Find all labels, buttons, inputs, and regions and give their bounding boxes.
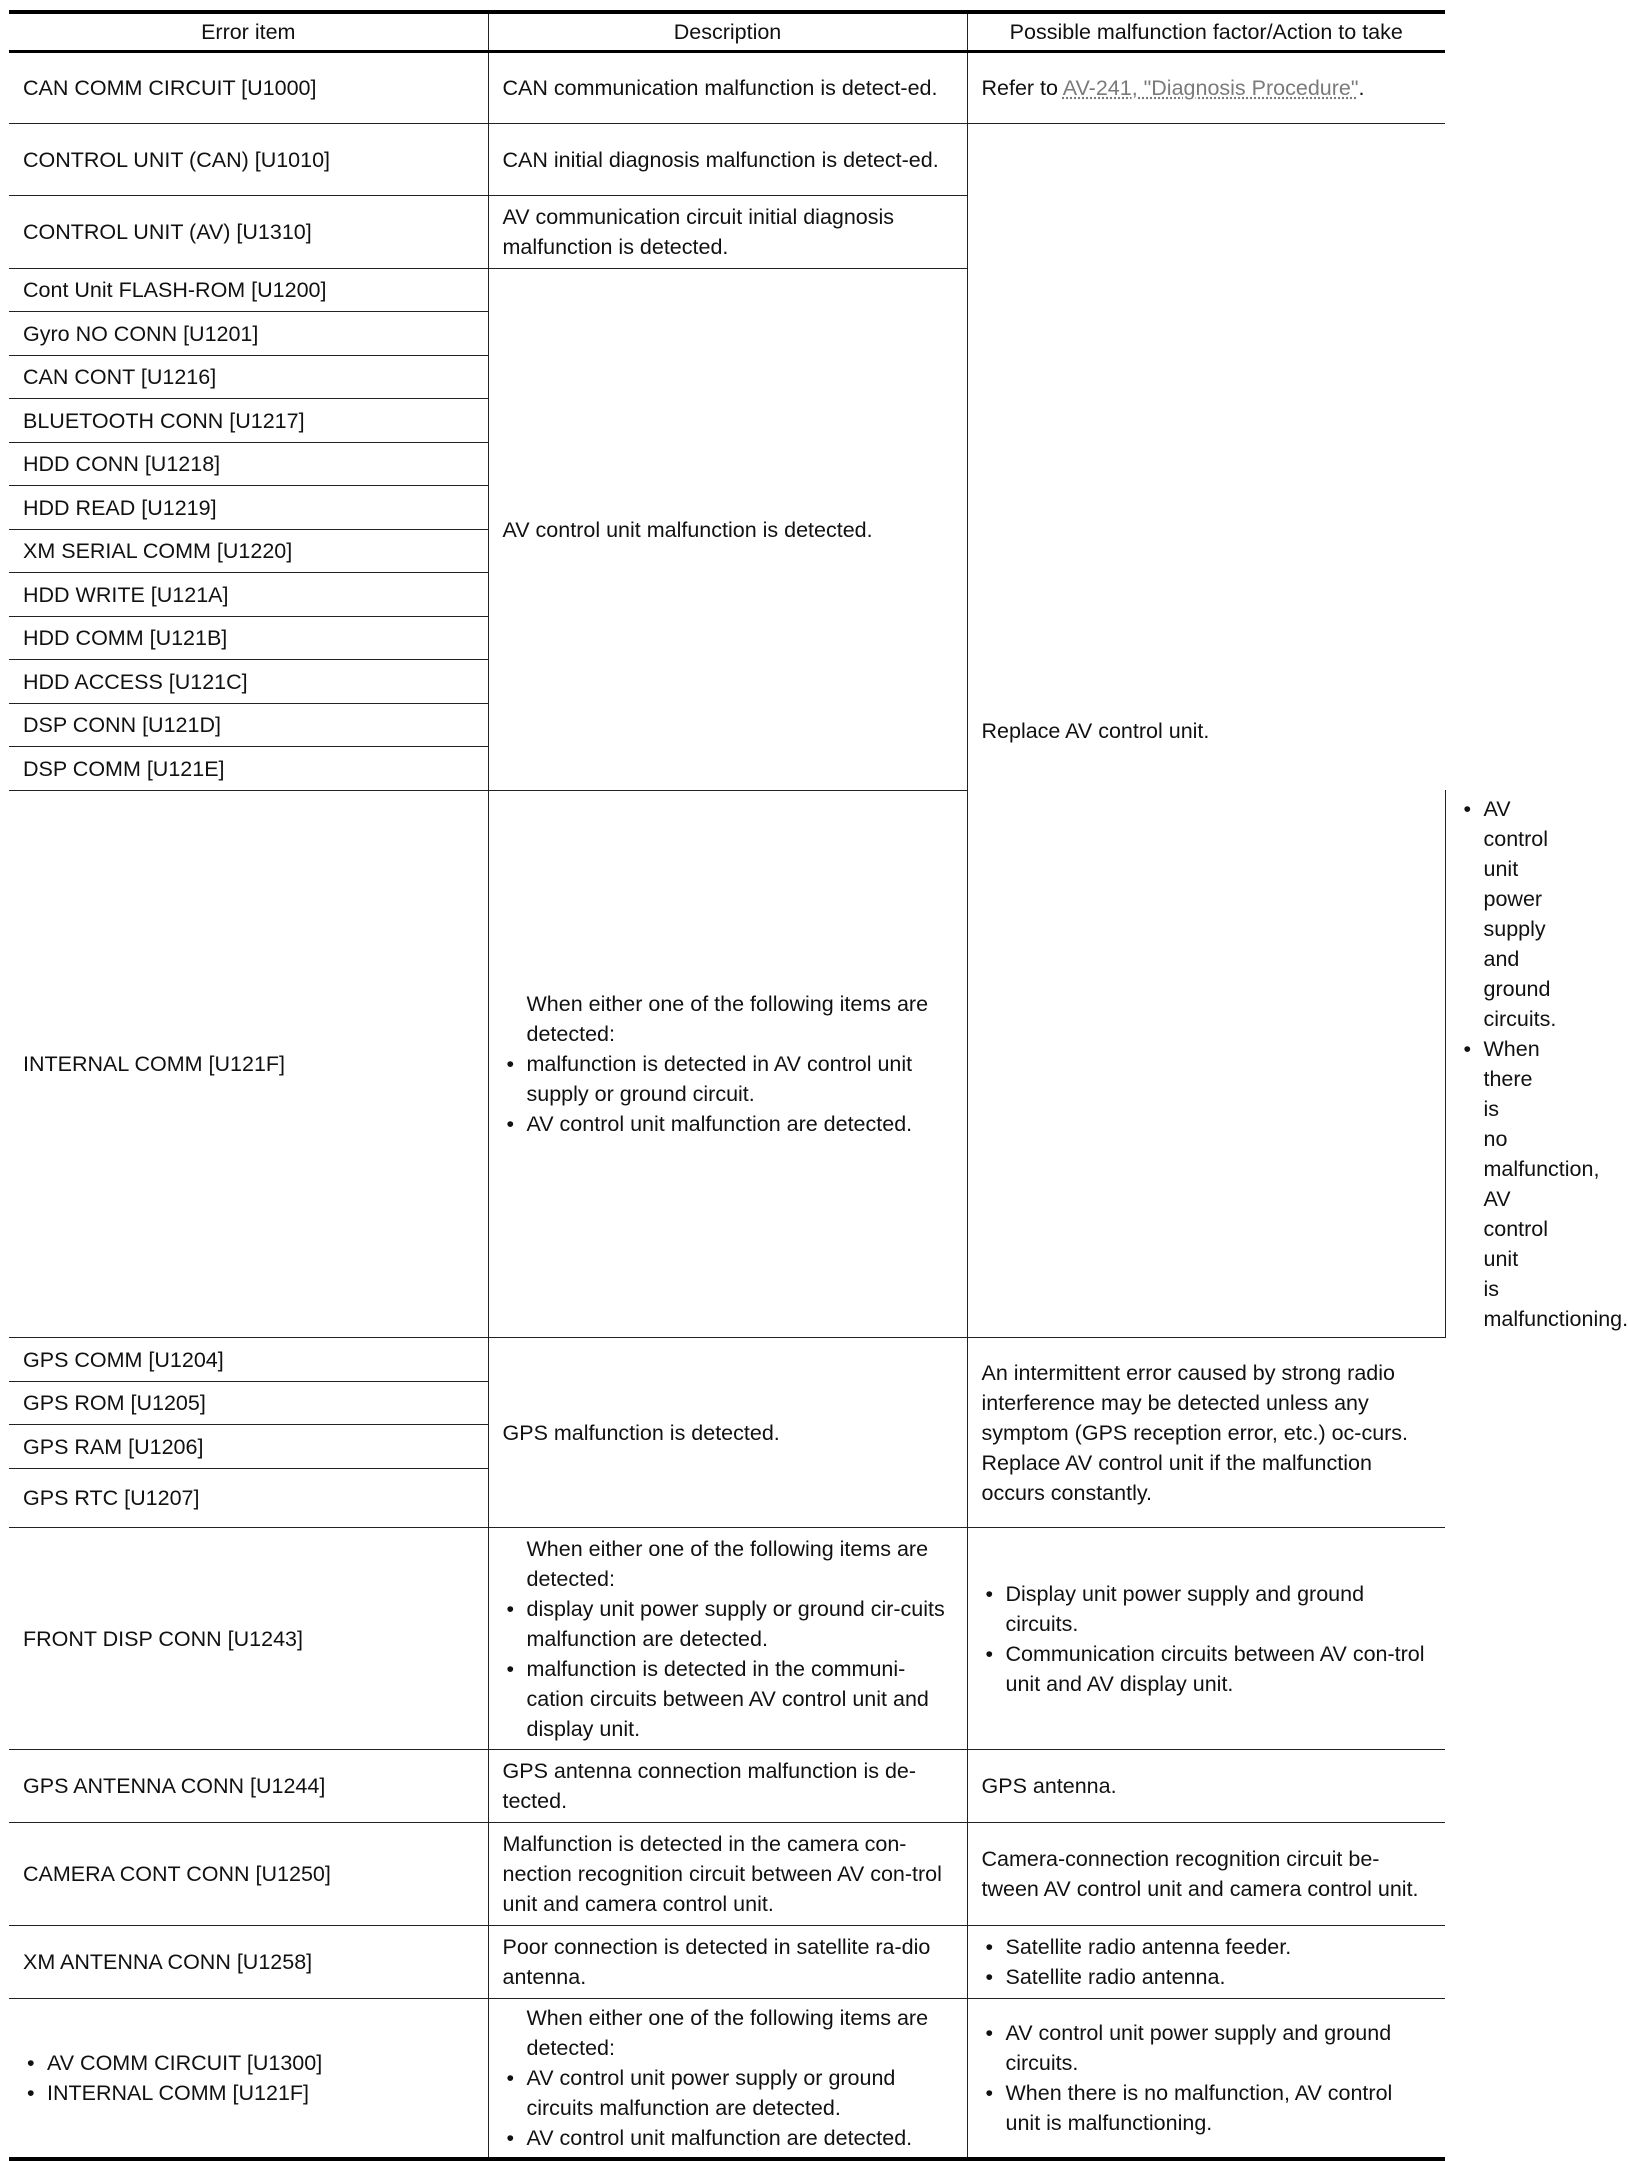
list-item: • AV control unit power supply or ground circuits malfunction are detected. bbox=[503, 2063, 953, 2123]
list-item: • malfunction is detected in AV control unit supply or ground circuit. bbox=[503, 1049, 953, 1109]
action: Camera-connection recognition circuit be-tween AV control unit and camera control unit. bbox=[967, 1823, 1445, 1926]
error-item: HDD WRITE [U121A] bbox=[9, 573, 488, 617]
header-action: Possible malfunction factor/Action to take bbox=[967, 12, 1445, 52]
description: Poor connection is detected in satellite ra-dio antenna. bbox=[488, 1926, 967, 1999]
table-header-row bbox=[9, 12, 1445, 52]
description: GPS antenna connection malfunction is de-tected. bbox=[488, 1750, 967, 1823]
error-item: DSP CONN [U121D] bbox=[9, 704, 488, 747]
action-suffix: . bbox=[1358, 76, 1365, 100]
error-item: GPS RTC [U1207] bbox=[9, 1469, 488, 1528]
list-item: • Satellite radio antenna. bbox=[982, 1962, 1432, 1992]
list-item: • Satellite radio antenna feeder. bbox=[982, 1932, 1432, 1962]
error-item: GPS ANTENNA CONN [U1244] bbox=[9, 1750, 488, 1823]
error-item: BLUETOOTH CONN [U1217] bbox=[9, 399, 488, 443]
action-replace-av-control-unit: Replace AV control unit. bbox=[967, 124, 1445, 1338]
error-item: GPS RAM [U1206] bbox=[9, 1425, 488, 1469]
action-bullets bbox=[982, 1579, 1432, 1699]
error-item: HDD COMM [U121B] bbox=[9, 617, 488, 660]
error-item: XM SERIAL COMM [U1220] bbox=[9, 530, 488, 573]
error-item: HDD ACCESS [U121C] bbox=[9, 660, 488, 704]
list-item: • AV control unit power supply and ground circuits. bbox=[982, 2018, 1432, 2078]
action-text: Replace AV control unit if the malfunction occurs constantly. bbox=[981, 1450, 1372, 1505]
table-row bbox=[9, 1926, 1445, 1999]
list-item: • When there is no malfunction, AV control unit is malfunctioning. bbox=[982, 2078, 1432, 2138]
header-error-item: Error item bbox=[9, 12, 488, 52]
error-item: GPS COMM [U1204] bbox=[9, 1338, 488, 1382]
error-item: GPS ROM [U1205] bbox=[9, 1382, 488, 1425]
table-row bbox=[9, 52, 1445, 124]
list-item: • AV control unit malfunction are detected. bbox=[503, 1109, 953, 1139]
description: AV control unit malfunction is detected. bbox=[488, 269, 967, 791]
error-item: CONTROL UNIT (CAN) [U1010] bbox=[9, 124, 488, 196]
action-bullets bbox=[982, 1932, 1432, 1992]
description-lead: When either one of the following items are detected: bbox=[526, 2005, 929, 2060]
list-item: • When there is no malfunction, AV control unit is malfunctioning. bbox=[1460, 1034, 1484, 1334]
table-row bbox=[9, 1338, 1445, 1382]
error-item: Gyro NO CONN [U1201] bbox=[9, 312, 488, 356]
description bbox=[488, 1528, 967, 1750]
header-description: Description bbox=[488, 12, 967, 52]
action-text: An intermittent error caused by strong radio interference may be detected unless any symptom (GPS reception error, etc.) oc-curs. bbox=[981, 1360, 1409, 1445]
action bbox=[967, 1338, 1445, 1528]
list-item: • INTERNAL COMM [U121F] bbox=[23, 2078, 474, 2108]
table-row bbox=[9, 1528, 1445, 1750]
error-item: INTERNAL COMM [U121F] bbox=[9, 791, 488, 1338]
description bbox=[488, 791, 967, 1338]
action bbox=[967, 52, 1445, 124]
table-row bbox=[9, 1999, 1445, 2159]
error-item-bullets bbox=[23, 2048, 474, 2108]
error-item: CAMERA CONT CONN [U1250] bbox=[9, 1823, 488, 1926]
error-item: DSP COMM [U121E] bbox=[9, 747, 488, 791]
action-prefix: Refer to bbox=[981, 76, 1063, 100]
description-lead: When either one of the following items are detected: bbox=[526, 992, 929, 1046]
list-item: • AV control unit malfunction are detected. bbox=[503, 2123, 953, 2153]
diagnosis-procedure-link[interactable]: AV-241, "Diagnosis Procedure" bbox=[1062, 76, 1359, 100]
action bbox=[967, 1999, 1445, 2159]
table-row bbox=[9, 1823, 1445, 1926]
action bbox=[967, 1926, 1445, 1999]
description: CAN communication malfunction is detect-ed. bbox=[488, 52, 967, 124]
error-item: HDD READ [U1219] bbox=[9, 486, 488, 530]
description-lead: When either one of the following items are detected: bbox=[526, 1536, 929, 1591]
description: CAN initial diagnosis malfunction is detect-ed. bbox=[488, 124, 967, 196]
description-bullets bbox=[503, 1594, 953, 1744]
table-row bbox=[9, 1750, 1445, 1823]
error-item: HDD CONN [U1218] bbox=[9, 443, 488, 486]
description bbox=[488, 1999, 967, 2159]
error-item: CONTROL UNIT (AV) [U1310] bbox=[9, 196, 488, 269]
error-item: CAN COMM CIRCUIT [U1000] bbox=[9, 52, 488, 124]
action: GPS antenna. bbox=[967, 1750, 1445, 1823]
error-item bbox=[9, 1999, 488, 2159]
description: Malfunction is detected in the camera con-nection recognition circuit between AV con-trol unit and camera control unit. bbox=[488, 1823, 967, 1926]
list-item: • Communication circuits between AV con-trol unit and AV display unit. bbox=[982, 1639, 1432, 1699]
list-item: • malfunction is detected in the communi-cation circuits between AV control unit and display unit. bbox=[503, 1654, 953, 1744]
action-bullets bbox=[982, 2018, 1432, 2138]
error-code-table bbox=[9, 10, 1628, 2161]
error-item: Cont Unit FLASH-ROM [U1200] bbox=[9, 269, 488, 312]
description-bullets bbox=[503, 2063, 953, 2153]
action bbox=[967, 1528, 1445, 1750]
description: GPS malfunction is detected. bbox=[488, 1338, 967, 1528]
error-item: XM ANTENNA CONN [U1258] bbox=[9, 1926, 488, 1999]
error-item: FRONT DISP CONN [U1243] bbox=[9, 1528, 488, 1750]
description-bullets bbox=[503, 1049, 953, 1139]
error-item: CAN CONT [U1216] bbox=[9, 356, 488, 399]
table-row bbox=[9, 124, 1445, 196]
description: AV communication circuit initial diagnosis malfunction is detected. bbox=[488, 196, 967, 269]
list-item: • display unit power supply or ground cir-cuits malfunction are detected. bbox=[503, 1594, 953, 1654]
list-item: • AV COMM CIRCUIT [U1300] bbox=[23, 2048, 474, 2078]
list-item: • AV control unit power supply and ground circuits. bbox=[1460, 794, 1484, 1034]
list-item: • Display unit power supply and ground circuits. bbox=[982, 1579, 1432, 1639]
